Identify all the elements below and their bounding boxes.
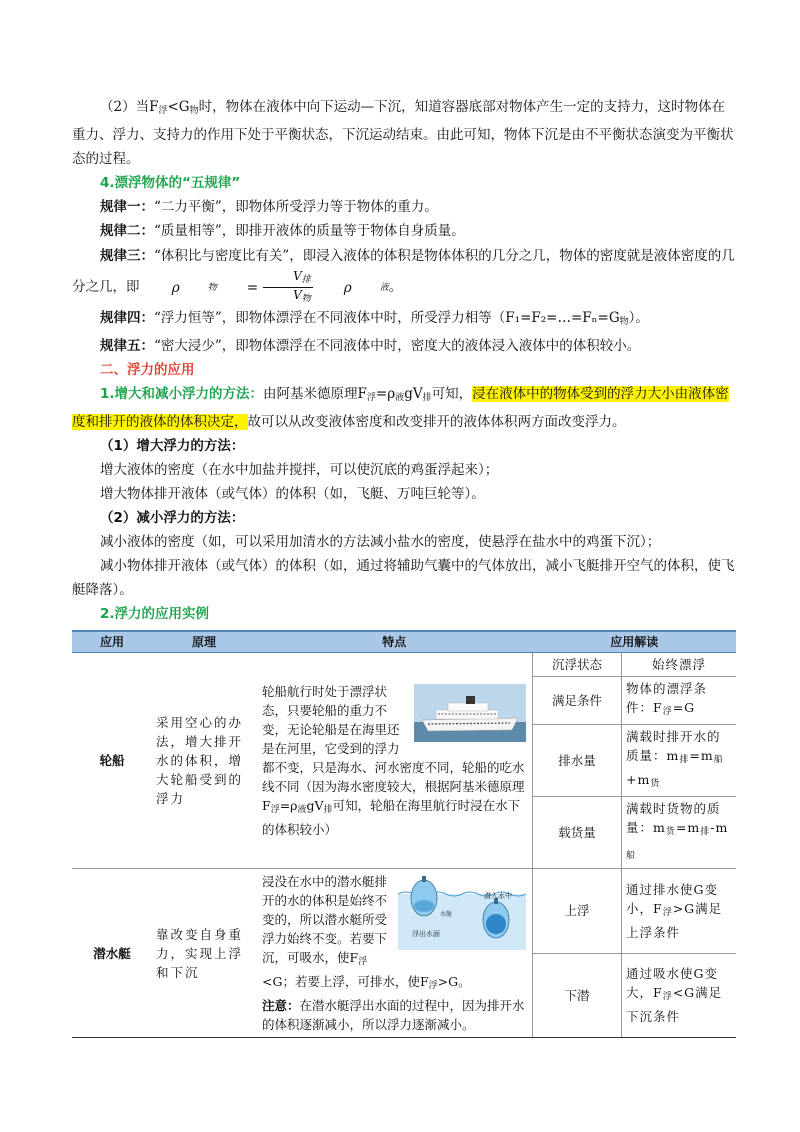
table-row (72, 869, 736, 954)
column-header: 应用 (72, 631, 152, 653)
interpretation-key: 载货量 (533, 797, 622, 869)
feature-cell: 潜入水中 水舱 浮出水面 浸没在水中的潜水艇排开的水的体积是始终不变的，所以潜水艇所受浮力始终不变。若要下沉，可吸水，使$F_浮<G$；若要上浮，可排水，使$F_浮>G$。 注意：在潜水艇浮出水面的过程中，因为排开水的体积逐渐减小，所以浮力逐渐减小。 (256, 869, 533, 1038)
rule-1: 规律一：“二力平衡”，即物体所受浮力等于物体的重力。 (100, 199, 438, 215)
column-header: 特点 (256, 631, 533, 653)
increase-heading: （1）增大浮力的方法： (100, 438, 245, 454)
app-name: 潜水艇 (72, 869, 152, 1038)
principle-cell: 靠改变自身重力，实现上浮和下沉 (152, 869, 256, 1038)
interpretation-value: 通过吸水使G变大，$F_浮<G$满足下沉条件 (622, 953, 737, 1038)
cruise-ship-image (414, 684, 526, 742)
decrease-heading: （2）减小浮力的方法： (100, 510, 245, 526)
decrease-item: 减小液体的密度（如，可以采用加清水的方法减小盐水的密度，使悬浮在盐水中的鸡蛋下沉）； (100, 534, 661, 550)
interpretation-value: 满载时货物的质量：$m_货=m_排-m_船$ (622, 797, 737, 869)
interpretation-key: 排水量 (533, 725, 622, 797)
document-page (72, 95, 736, 1038)
label-ballast-tank: 水舱 (440, 911, 453, 918)
interpretation-value: 物体的漂浮条件：$F_浮=G$ (622, 677, 737, 725)
table-header-row (72, 631, 736, 653)
section-heading-five-rules: 4.漂浮物体的“五规律” (100, 175, 241, 191)
app-name: 轮船 (72, 653, 152, 869)
interpretation-key: 下潜 (533, 953, 622, 1038)
rule-4: 规律四：“浮力恒等”，即物体漂浮在不同液体中时，所受浮力相等$(F_1=F_2=\dots=F_n=G_物)$。 (100, 310, 649, 327)
decrease-item: 减小物体排开液体（或气体）的体积（如，通过将辅助气囊中的气体放出，减小飞艇排开空气的体积，使飞艇降落）。 (72, 558, 735, 598)
rule-3: 规律三：“体积比与密度比有关”，即浸入液体的体积是物体体积的几分之几，物体的密度就是液体密度的几分之几，即 ρ 物 = $\frac{V_排}{V_物}$ ρ 液 。 (72, 248, 735, 304)
applications-table (72, 630, 736, 1038)
section-heading-applications: 二、浮力的应用 (100, 362, 195, 378)
label-surface: 浮出水面 (412, 930, 440, 938)
interpretation-value: 通过排水使G变小，$F_浮>G$满足上浮条件 (622, 869, 737, 954)
examples-heading: 2.浮力的应用实例 (100, 606, 210, 622)
highlighted-text: 浸在液体中的物体受到的浮力大小由液体密度和排开的液体的体积决定， (72, 386, 729, 430)
interpretation-value: 满载时排开水的质量：$m_排=m_船+m_货$ (622, 725, 737, 797)
interpretation-key: 满足条件 (533, 677, 622, 725)
column-header: 原理 (152, 631, 256, 653)
increase-item: 增大液体的密度（在水中加盐并搅拌，可以使沉底的鸡蛋浮起来）； (100, 462, 499, 478)
column-header: 应用解读 (533, 631, 737, 653)
rule-2: 规律二：“质量相等”，即排开液体的质量等于物体自身质量。 (100, 223, 465, 239)
increase-item: 增大物体排开液体（或气体）的体积（如，飞艇、万吨巨轮等）。 (100, 486, 485, 502)
paragraph-sink: （2）当$F_浮<G_物$时，物体在液体中向下运动—下沉，知道容器底部对物体产生一定的支持力，这时物体在重力、浮力、支持力的作用下处于平衡状态，下沉运动结束。由此可知，物体下沉是由不平衡状态演变为平衡状态的过程。 (72, 99, 734, 167)
label-submerge: 潜入水中 (484, 892, 512, 900)
feature-cell: 轮船航行时处于漂浮状态，只要轮船的重力不变，无论轮船是在海里还是在河里，它受到的浮力都不变，只是海水、河水密度不同，轮船的吃水线不同（因为海水密度较大，根据阿基米德原理$F_浮=\rho_液gV_排$可知，轮船在海里航行时浸在水下的体积较小） (256, 653, 533, 869)
rule-5: 规律五：“密大浸少”，即物体漂浮在不同液体中时，密度大的液体浸入液体中的体积较小。 (100, 338, 641, 354)
interpretation-key: 沉浮状态 (533, 653, 622, 677)
principle-cell: 采用空心的办法，增大排开水的体积，增大轮船受到的浮力 (152, 653, 256, 869)
submarine-diagram-image (398, 872, 526, 950)
paragraph-methods: 1.增大和减小浮力的方法：由阿基米德原理$F_浮=\rho_液gV_排$可知，浸在液体中的物体受到的浮力大小由液体密度和排开的液体的体积决定，故可以从改变液体密度和改变排开的液体体积两方面改变浮力。 (72, 386, 729, 430)
interpretation-key: 上浮 (533, 869, 622, 954)
density-ratio-formula: ρ 物 = $\frac{V_排}{V_物}$ ρ 液 (171, 269, 389, 304)
table-row (72, 653, 736, 677)
interpretation-value: 始终漂浮 (622, 653, 737, 677)
